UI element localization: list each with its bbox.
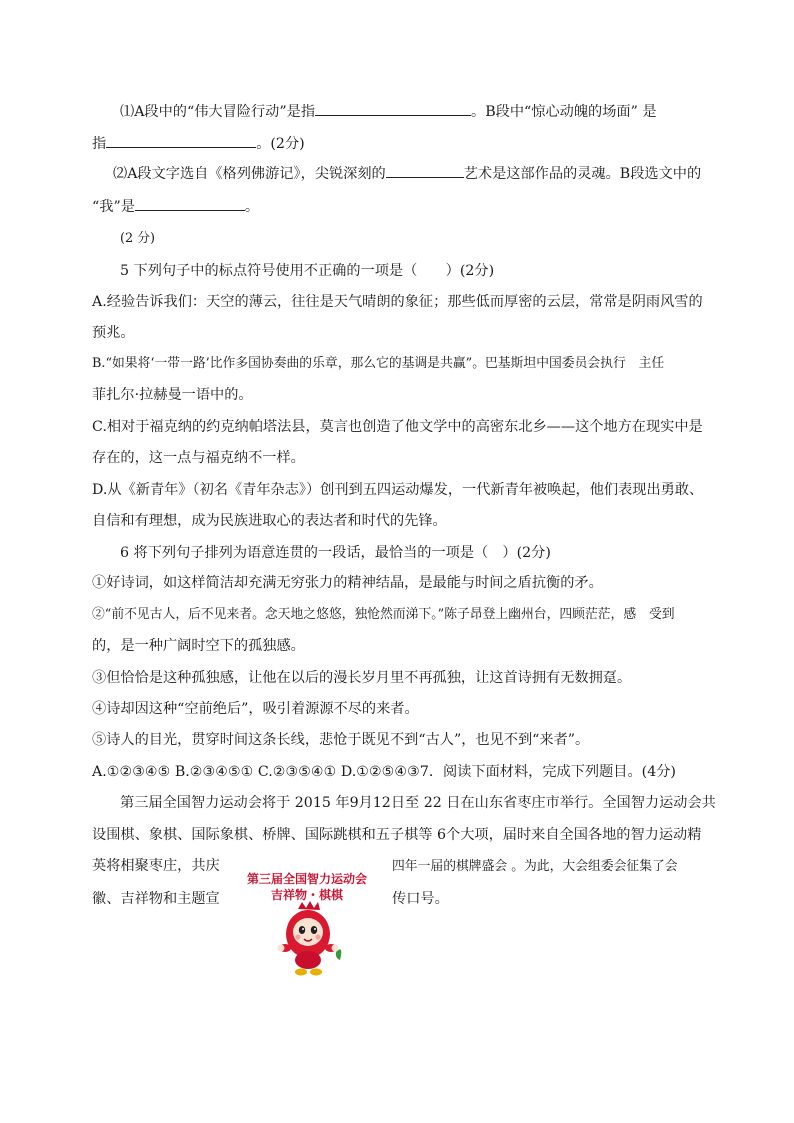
q7-para-line4-left: 徽、吉祥物和主题宣	[92, 891, 220, 907]
q6-sentence-2-line1: ②“前不见古人，后不见来者。念天地之悠悠，独怆然而涕下。”陈子昂登上幽州台，四顾茫茫，感 受到	[92, 607, 675, 622]
q4-a-line1-post: 。B段中“惊心动魄的场面” 是	[471, 104, 657, 120]
q5-option-b-line1: B.“如果将‘一带一路’比作多国协奏曲的乐章，那么它的基调是共赢”。巴基斯坦中国委员会执行 主任	[92, 356, 665, 371]
q4-a-line2	[92, 133, 305, 154]
q4-b-line1-pre: ⑵A段文字选自《格列佛游记》，尖锐深刻的	[113, 166, 386, 182]
q5-option-c-line2: 存在的，这一点与福克纳不一样。	[92, 450, 305, 466]
q4-a-line1	[120, 101, 657, 122]
q4-b-line2-post: 。	[244, 199, 260, 215]
q6-sentence-2-line2: 的，是一种广阔时空下的孤独感。	[92, 638, 305, 654]
q5-option-a-line2: 预兆。	[92, 325, 135, 341]
q5-option-b-line2: 菲扎尔·拉赫曼一语中的。	[92, 387, 253, 403]
q7-para-line4-right: 传口号。	[392, 891, 449, 907]
q4-b-line1-post: 艺术是这部作品的灵魂。B段选文中的	[463, 166, 702, 182]
q5-option-c-line1: C.相对于福克纳的约克纳帕塔法县，莫言也创造了他文学中的高密东北乡——这个地方在现实中是	[92, 419, 703, 435]
answer-blank-4[interactable]	[135, 196, 245, 211]
q4-b-line2	[92, 196, 259, 217]
logo-title-line2: 吉祥物・棋棋	[270, 888, 343, 902]
q5-option-a-line1: A.经验告诉我们：天空的薄云，往往是天气晴朗的象征；那些低而厚密的云层，常常是阴雨风雪的	[92, 294, 703, 310]
q4-b-line2-pre: “我”是	[92, 199, 135, 215]
answer-blank-2[interactable]	[106, 133, 256, 148]
pomegranate-mascot-icon	[232, 862, 382, 997]
mascot-logo	[232, 862, 382, 997]
answer-blank-1[interactable]	[315, 101, 471, 116]
q4-a-line2-pre: 指	[92, 136, 107, 152]
q7-para-line3-left: 英将相聚枣庄，共庆	[92, 858, 220, 874]
q7-para-line3-right: 四年一届的棋牌盛会 。为此，大会组委会征集了会	[392, 859, 678, 874]
q5-option-d-line1: D.从《新青年》（初名《青年杂志》）创刊到五四运动爆发，一代新青年被唤起，他们表现出勇敢、	[92, 482, 704, 498]
q6-sentence-1: ①好诗词，如这样简洁却充满无穷张力的精神结晶，是最能与时间之盾抗衡的矛。	[92, 575, 603, 591]
q7-para-line1: 第三届全国智力运动会将于 2015 年9月12日至 22 日在山东省枣庄市举行。全国智力运动会共	[120, 795, 716, 811]
q6-sentence-3: ③但恰恰是这种孤独感，让他在以后的漫长岁月里不再孤独，让这首诗拥有无数拥趸。	[92, 670, 632, 686]
logo-title-line1: 第三届全国智力运动会	[246, 872, 367, 886]
q7-para-line2: 设围棋、象棋、国际象棋、桥牌、国际跳棋和五子棋等 6个大项，届时来自全国各地的智力运动精	[92, 827, 702, 843]
q4-a-line1-pre: ⑴A段中的“伟大冒险行动”是指	[120, 104, 316, 120]
q4-score: (2 分)	[120, 231, 155, 246]
q5-stem: 5 下列句子中的标点符号使用不正确的一项是（ ）(2分)	[120, 263, 495, 279]
answer-blank-3[interactable]	[386, 163, 464, 178]
q6-sentence-5: ⑤诗人的目光，贯穿时间这条长线，悲怆于既见不到“古人”，也见不到“来者”。	[92, 732, 590, 748]
q6-stem: 6 将下列句子排列为语意连贯的一段话，最恰当的一项是（ ）(2分)	[120, 545, 551, 561]
q6-options: A.①②③④⑤ B.②③④⑤① C.②③⑤④① D.①②⑤④③7．阅读下面材料，完成下列题目。(4分)	[92, 764, 676, 780]
q4-a-line2-post: 。(2分)	[256, 136, 305, 152]
q4-b-line1	[113, 163, 701, 184]
q6-sentence-4: ④诗却因这种“空前绝后”，吸引着源源不尽的来者。	[92, 701, 419, 717]
q5-option-d-line2: 自信和有理想，成为民族进取心的表达者和时代的先锋。	[92, 513, 447, 529]
